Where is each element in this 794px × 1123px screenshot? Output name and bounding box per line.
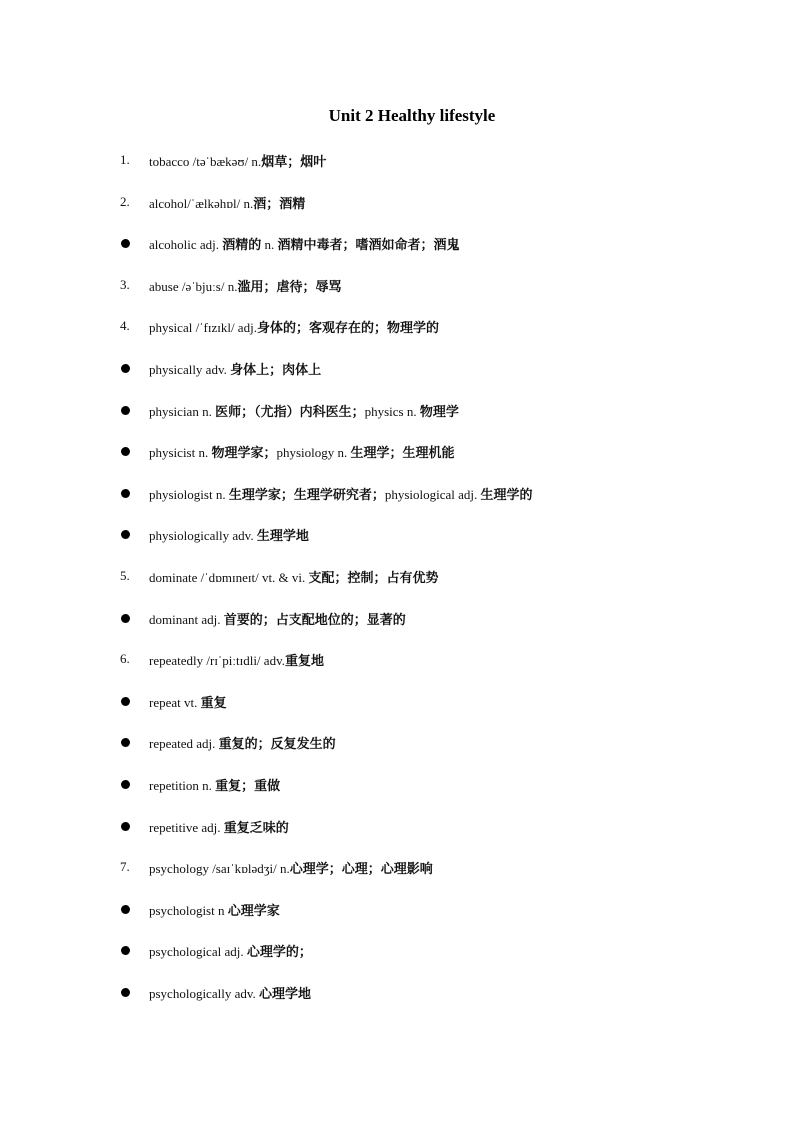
vocab-entry xyxy=(0,978,794,1020)
entry-text: repeatedly /rɪˈpiːtɪdli/ adv.重复地 xyxy=(149,653,324,670)
vocab-entry xyxy=(0,645,794,687)
vocab-entry xyxy=(0,853,794,895)
vocab-entry xyxy=(0,229,794,271)
bullet-icon xyxy=(121,780,130,789)
vocabulary-list xyxy=(0,146,794,1019)
entry-number: 6. xyxy=(120,651,130,667)
bullet-icon xyxy=(121,614,130,623)
bullet-icon xyxy=(121,697,130,706)
bullet-icon xyxy=(121,406,130,415)
vocab-entry xyxy=(0,188,794,230)
vocab-entry xyxy=(0,146,794,188)
entry-text: repeat vt. 重复 xyxy=(149,694,227,711)
bullet-icon xyxy=(121,489,130,498)
entry-text: physiologist n. 生理学家；生理学研究者；physiological adj. 生理学的 xyxy=(149,486,533,503)
entry-number: 5. xyxy=(120,567,130,583)
bullet-icon xyxy=(121,530,130,539)
entry-text: repetitive adj. 重复乏味的 xyxy=(149,819,289,836)
entry-text: repetition n. 重复；重做 xyxy=(149,777,281,794)
vocab-entry xyxy=(0,396,794,438)
entry-number: 7. xyxy=(120,859,130,875)
vocab-entry xyxy=(0,312,794,354)
entry-text: physicist n. 物理学家；physiology n. 生理学；生理机能 xyxy=(149,445,455,462)
entry-text: psychology /saɪˈkɒlədʒi/ n.心理学；心理；心理影响 xyxy=(149,861,433,878)
vocab-entry xyxy=(0,354,794,396)
entry-text: psychological adj. 心理学的； xyxy=(149,944,312,961)
vocab-entry xyxy=(0,562,794,604)
entry-text: physician n. 医师；（尤指）内科医生；physics n. 物理学 xyxy=(149,403,459,420)
vocab-entry xyxy=(0,520,794,562)
page-title: Unit 2 Healthy lifestyle xyxy=(328,106,496,125)
vocab-entry xyxy=(0,812,794,854)
entry-text: repeated adj. 重复的；反复发生的 xyxy=(149,736,336,753)
vocab-entry xyxy=(0,895,794,937)
vocab-entry xyxy=(0,271,794,313)
vocab-entry xyxy=(0,936,794,978)
entry-text: dominant adj. 首要的；占支配地位的；显著的 xyxy=(149,611,406,628)
bullet-icon xyxy=(121,905,130,914)
entry-number: 1. xyxy=(120,152,130,167)
vocab-entry xyxy=(0,687,794,729)
bullet-icon xyxy=(121,946,130,955)
entry-text: psychologically adv. 心理学地 xyxy=(149,985,312,1002)
entry-text: abuse /əˈbjuːs/ n.滥用；虐待；辱骂 xyxy=(149,278,342,295)
vocab-entry xyxy=(0,604,794,646)
vocab-entry xyxy=(0,770,794,812)
entry-number: 2. xyxy=(120,193,130,209)
bullet-icon xyxy=(121,822,130,831)
entry-text: alcoholic adj. 酒精的 n. 酒精中毒者；嗜酒如命者；酒鬼 xyxy=(149,237,460,254)
vocab-entry xyxy=(0,479,794,521)
entry-text: dominate /ˈdɒmɪneɪt/ vt. & vi. 支配；控制；占有优势 xyxy=(149,569,439,586)
bullet-icon xyxy=(121,364,130,373)
vocab-entry xyxy=(0,728,794,770)
vocab-entry xyxy=(0,437,794,479)
entry-text: physically adv. 身体上；肉体上 xyxy=(149,361,322,378)
bullet-icon xyxy=(121,239,130,248)
entry-text: alcohol/ˈælkəhɒl/ n.酒；酒精 xyxy=(149,195,306,212)
bullet-icon xyxy=(121,447,130,456)
bullet-icon xyxy=(121,738,130,747)
entry-text: psychologist n 心理学家 xyxy=(149,902,280,919)
entry-text: physiologically adv. 生理学地 xyxy=(149,528,309,545)
entry-text: physical /ˈfɪzɪkl/ adj.身体的；客观存在的；物理学的 xyxy=(149,320,439,337)
entry-text: tobacco /təˈbækəʊ/ n.烟草；烟叶 xyxy=(149,154,327,170)
bullet-icon xyxy=(121,988,130,997)
entry-number: 4. xyxy=(120,318,130,334)
entry-number: 3. xyxy=(120,276,130,292)
